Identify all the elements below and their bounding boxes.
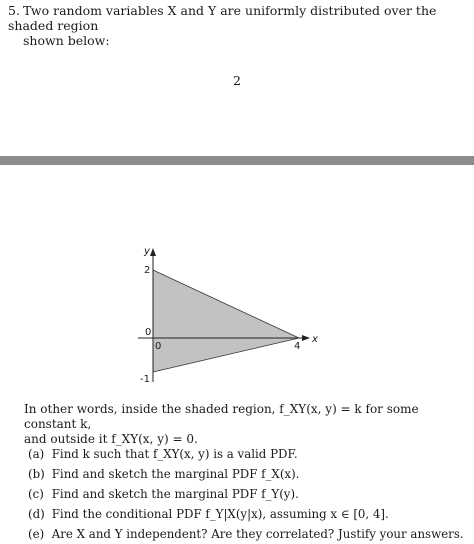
tick-x-0: 0 [155, 341, 162, 352]
problem-number: 5. [8, 3, 20, 18]
region-plot [120, 238, 340, 388]
part-text: Find and sketch the marginal PDF f_Y(y). [51, 487, 299, 501]
part-text: Are X and Y independent? Are they correlated? Justify your answers. [51, 527, 464, 541]
part-e [28, 524, 468, 544]
tick-y-2: 2 [144, 265, 151, 276]
part-a [28, 444, 468, 464]
shaded-region [153, 270, 299, 372]
part-text: Find k such that f_XY(x, y) is a valid PDF. [51, 447, 298, 461]
problem-line-2: shown below: [23, 33, 110, 48]
x-axis-label: x [312, 334, 318, 345]
tick-y-neg1: -1 [140, 374, 150, 385]
problem-intro-text: Two random variables X and Y are uniformly distributed over the shaded region [8, 3, 437, 33]
density-definition [24, 402, 464, 447]
part-label: (d) [28, 507, 45, 521]
part-b [28, 464, 468, 484]
part-label: (e) [28, 527, 45, 541]
part-text: Find the conditional PDF f_Y|X(y|x), assuming x ∈ [0, 4]. [51, 507, 389, 521]
part-label: (a) [28, 447, 45, 461]
part-d [28, 504, 468, 524]
tick-x-4: 4 [294, 341, 301, 352]
page-divider [0, 156, 474, 165]
part-label: (b) [28, 467, 45, 481]
x-axis-arrow [302, 335, 310, 341]
y-axis-label: y [144, 246, 150, 257]
part-c [28, 484, 468, 504]
density-line-2: and outside it f_XY(x, y) = 0. [24, 432, 198, 446]
question-parts [28, 444, 468, 544]
tick-y-0: 0 [145, 327, 152, 338]
region-figure [120, 238, 340, 388]
problem-line-1 [8, 3, 463, 33]
part-text: Find and sketch the marginal PDF f_X(x). [51, 467, 300, 481]
page-number: 2 [233, 73, 241, 88]
part-label: (c) [28, 487, 44, 501]
y-axis-arrow [150, 248, 156, 256]
problem-statement [8, 3, 463, 48]
density-line-1: In other words, inside the shaded region, f_XY(x, y) = k for some constant k, [24, 402, 419, 431]
